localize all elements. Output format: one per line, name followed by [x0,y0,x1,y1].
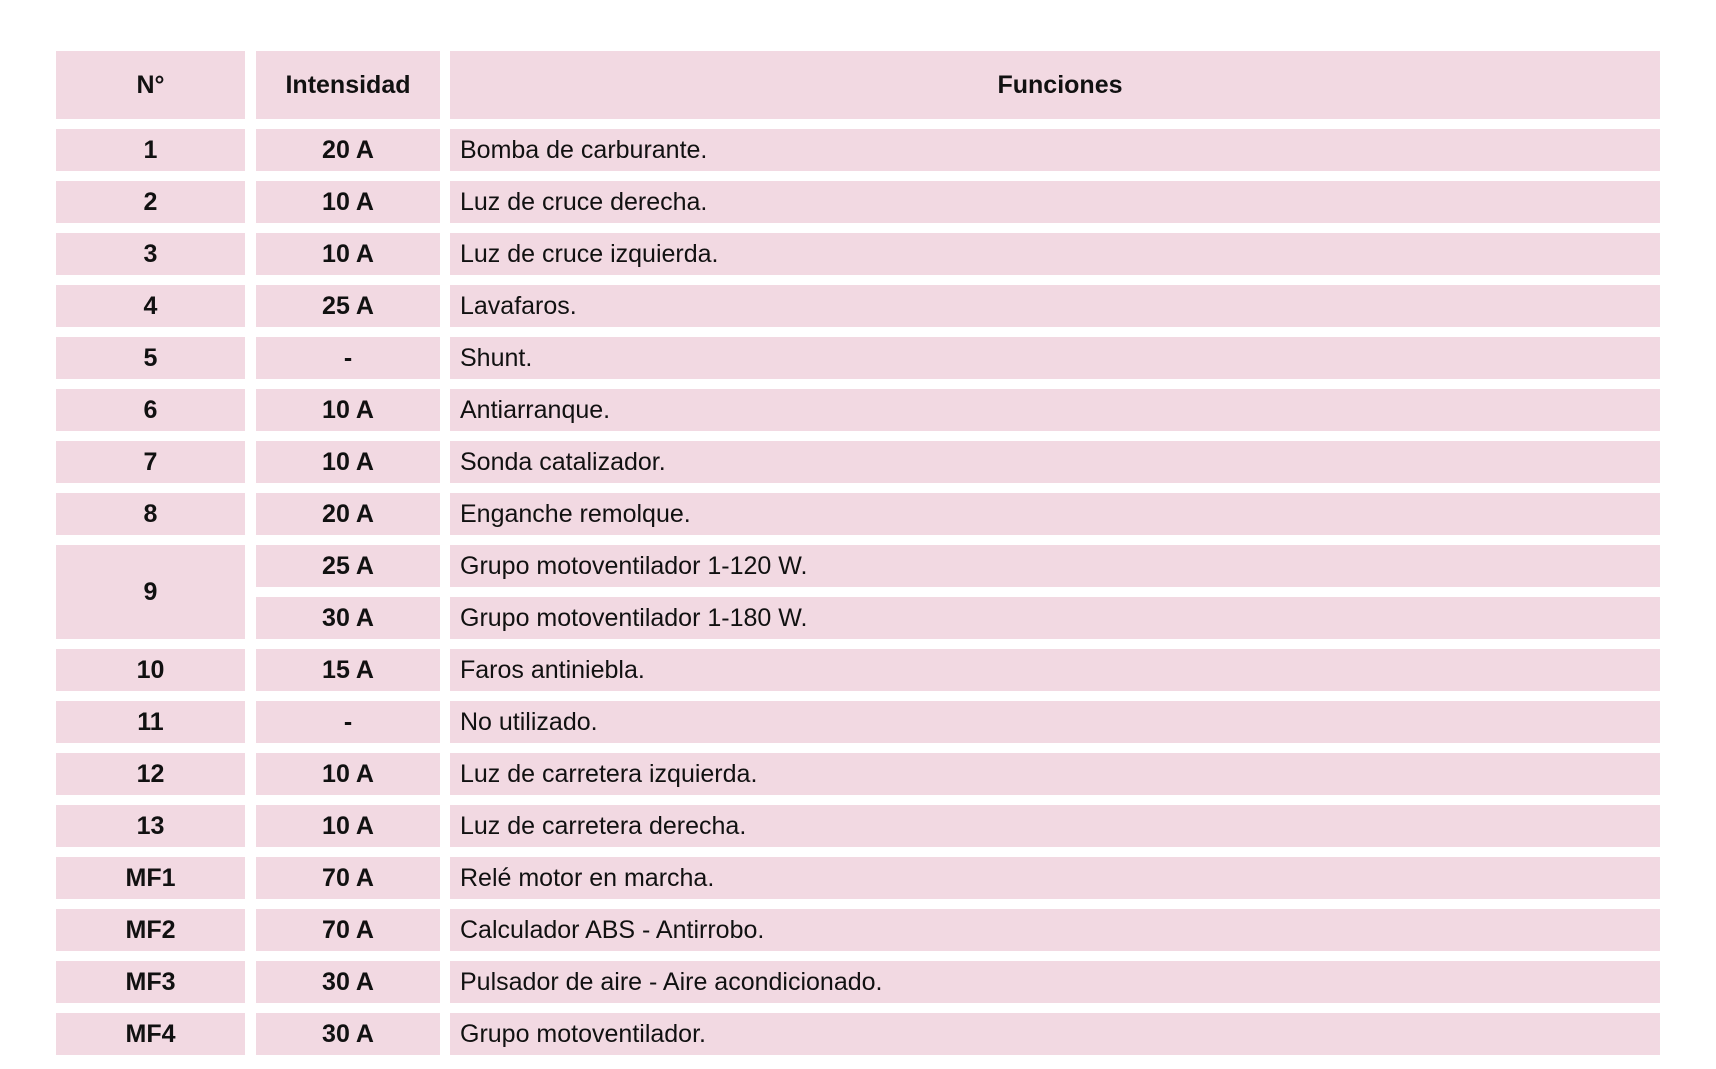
fuse-function: Shunt. [450,337,1660,379]
fuse-number: 10 [56,649,245,691]
table-row [56,129,1660,171]
table-row [56,961,1660,1003]
fuse-function: Luz de carretera izquierda. [450,753,1660,795]
table-row [56,337,1660,379]
fuse-function: Lavafaros. [450,285,1660,327]
fuse-intensity: 20 A [256,493,440,535]
table-row [56,285,1660,327]
fuse-function: Faros antiniebla. [450,649,1660,691]
table-row [56,857,1660,899]
fuse-intensity: 20 A [256,129,440,171]
fuse-intensity: 10 A [256,805,440,847]
table-row [56,753,1660,795]
fuse-intensity: 10 A [256,389,440,431]
fuse-intensity: 30 A [256,1013,440,1055]
fuse-function: Luz de carretera derecha. [450,805,1660,847]
fuse-number: 9 [56,545,245,639]
fuse-number: 13 [56,805,245,847]
fuse-number: 6 [56,389,245,431]
fuse-function: Luz de cruce izquierda. [450,233,1660,275]
table-row [56,805,1660,847]
table-row [56,493,1660,535]
fuse-intensity: - [256,701,440,743]
fuse-table [56,51,1660,1065]
fuse-function: Relé motor en marcha. [450,857,1660,899]
fuse-number: 1 [56,129,245,171]
fuse-number: 12 [56,753,245,795]
fuse-number: 2 [56,181,245,223]
table-row-group [56,545,1660,639]
fuse-intensity: 10 A [256,441,440,483]
fuse-number: 4 [56,285,245,327]
fuse-number: 11 [56,701,245,743]
fuse-number: MF4 [56,1013,245,1055]
sub-rows [256,545,1660,639]
fuse-number: 5 [56,337,245,379]
table-row [56,1013,1660,1055]
table-row [56,181,1660,223]
fuse-intensity: 15 A [256,649,440,691]
fuse-function: Grupo motoventilador 1-120 W. [450,545,1660,587]
fuse-function: Grupo motoventilador 1-180 W. [450,597,1660,639]
header-functions: Funciones [450,51,1660,119]
fuse-intensity: 70 A [256,857,440,899]
fuse-number: 8 [56,493,245,535]
fuse-number: 3 [56,233,245,275]
fuse-intensity: 10 A [256,181,440,223]
table-row [256,597,1660,639]
fuse-function: Enganche remolque. [450,493,1660,535]
table-header [56,51,1660,119]
fuse-function: Luz de cruce derecha. [450,181,1660,223]
fuse-number: MF3 [56,961,245,1003]
fuse-intensity: - [256,337,440,379]
fuse-intensity: 10 A [256,753,440,795]
fuse-function: Grupo motoventilador. [450,1013,1660,1055]
table-row [56,233,1660,275]
fuse-function: No utilizado. [450,701,1660,743]
table-row [56,441,1660,483]
fuse-function: Bomba de carburante. [450,129,1660,171]
fuse-number: 7 [56,441,245,483]
fuse-function: Pulsador de aire - Aire acondicionado. [450,961,1660,1003]
fuse-intensity: 10 A [256,233,440,275]
table-row [56,649,1660,691]
fuse-function: Antiarranque. [450,389,1660,431]
table-row [56,701,1660,743]
fuse-intensity: 25 A [256,545,440,587]
header-num: N° [56,51,245,119]
fuse-intensity: 70 A [256,909,440,951]
table-row [56,909,1660,951]
fuse-intensity: 25 A [256,285,440,327]
fuse-function: Sonda catalizador. [450,441,1660,483]
header-intensity: Intensidad [256,51,440,119]
table-row [56,389,1660,431]
fuse-number: MF2 [56,909,245,951]
fuse-function: Calculador ABS - Antirrobo. [450,909,1660,951]
fuse-intensity: 30 A [256,961,440,1003]
table-row [256,545,1660,587]
fuse-intensity: 30 A [256,597,440,639]
fuse-number: MF1 [56,857,245,899]
